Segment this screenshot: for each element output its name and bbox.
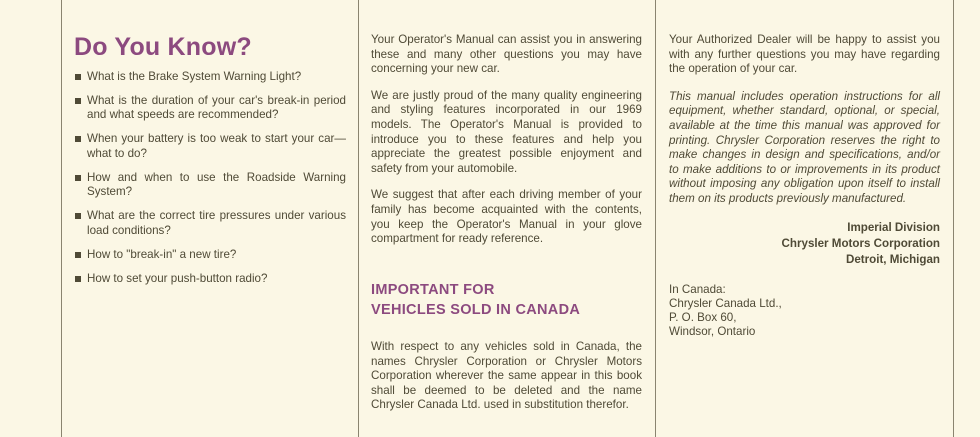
question-item [74,248,346,263]
column-divider-left [61,0,62,437]
column-divider-right [655,0,656,437]
square-bullet-icon [75,252,81,258]
dealer-paragraph: Your Authorized Dealer will be happy to assist you with any further questions you may have regarding the operation of your car. [669,33,940,76]
question-text: When your battery is too weak to start your car—what to do? [87,132,346,160]
page-title: Do You Know? [74,33,252,61]
column-divider-edge [953,0,954,437]
square-bullet-icon [75,136,81,142]
square-bullet-icon [75,98,81,104]
question-text: How to "break-in" a new tire? [87,247,237,261]
canada-heading-line1: IMPORTANT FOR [371,282,495,298]
canada-paragraph: With respect to any vehicles sold in Canada, the names Chrysler Corporation or Chrysler Motors Corporation wherever the same appear in this book shall be deemed to be deleted and the name Chrysler Canada Ltd. used in substitution therefor. [371,340,642,412]
question-list [74,70,346,286]
question-text: What is the Brake System Warning Light? [87,70,302,83]
intro-paragraph: Your Operator's Manual can assist you in answering these and many other questions you may have concerning your new car. [371,33,642,76]
question-text: How to set your push-button radio? [87,271,268,285]
address-line: Chrysler Canada Ltd., [669,296,782,310]
square-bullet-icon [75,175,81,181]
column-divider-middle [358,0,359,437]
signature-corporation: Chrysler Motors Corporation [781,236,940,250]
question-item [74,171,346,200]
disclaimer-paragraph: This manual includes operation instructions for all equipment, whether standard, optional, or special, available at the time this manual was approved for printing. Chrysler Corporation reserves the right to make changes in design and specifications, and/or to make additions to or improvements in its product without imposing any obligation upon itself to install them on its products previously manufactured. [669,89,940,205]
question-item [74,94,346,123]
square-bullet-icon [75,276,81,282]
square-bullet-icon [75,74,81,80]
suggestion-paragraph: We suggest that after each driving member of your family has become acquainted with the contents, you keep the Operator's Manual in your glove compartment for ready reference. [371,188,642,246]
features-paragraph: We are justly proud of the many quality engineering and styling features incorporated in our 1969 models. The Operator's Manual is provided to introduce you to these features and help you appreciate the greatest possible enjoyment and safety from your automobile. [371,88,642,175]
question-item [74,70,346,85]
column-do-you-know [74,0,346,437]
canada-heading [371,280,642,320]
column-dealer-info [669,0,940,437]
signature-block [669,220,940,269]
question-item [74,209,346,238]
question-text: What is the duration of your car's break-in period and what speeds are recommended? [87,93,346,122]
square-bullet-icon [75,213,81,219]
canada-heading-line2: VEHICLES SOLD IN CANADA [371,302,581,318]
signature-division: Imperial Division [847,220,940,234]
question-text: What are the correct tire pressures under various load conditions? [87,209,346,237]
question-item [74,272,346,287]
signature-location: Detroit, Michigan [845,253,940,267]
address-line: Windsor, Ontario [669,324,756,338]
address-line: P. O. Box 60, [669,310,737,324]
question-item [74,132,346,161]
column-operators-manual [371,0,642,437]
canada-address [669,283,940,339]
question-text: How and when to use the Roadside Warning System? [87,170,346,199]
address-heading: In Canada: [669,282,726,296]
